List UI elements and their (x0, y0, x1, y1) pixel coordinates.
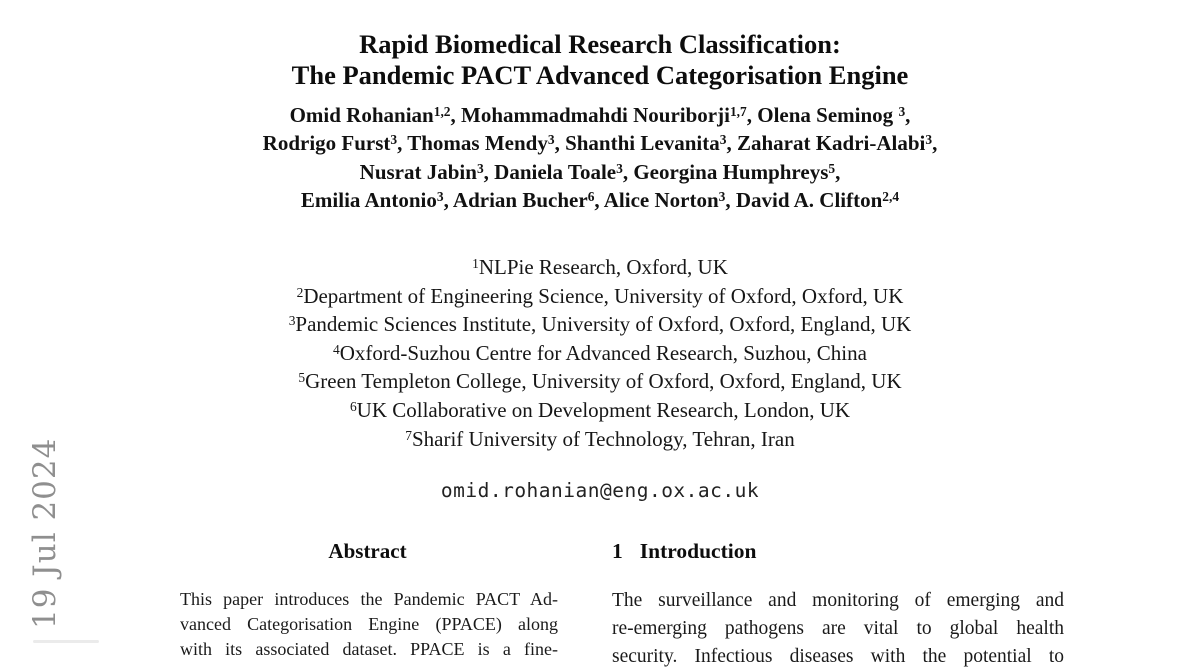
affiliation-line: $^6$UK Collaborative on Development Research, London, UK (349, 397, 851, 422)
author-line: Emilia Antonio$^3$, Adrian Bucher$^6$, Alice Norton$^3$, David A. Clifton$^{2,4}$ (300, 188, 900, 213)
abstract-column (160, 538, 575, 661)
paper-title (0, 29, 1200, 91)
arxiv-date-stamp: 19 Jul 2024 (27, 437, 63, 629)
superscript-marker: 6 (587, 189, 595, 205)
superscript-marker: 3 (718, 189, 726, 205)
section-title: Introduction (639, 539, 757, 563)
superscript-marker: 1,2 (433, 103, 451, 119)
affiliation-line: $^5$Green Templeton College, University of Oxford, Oxford, England, UK (298, 369, 902, 394)
abstract-text-line: with its associated dataset. PPACE is a fine- (180, 638, 558, 659)
abstract-text-line: This paper introduces the Pandemic PACT Ad- (180, 589, 558, 609)
superscript-marker: 5 (828, 160, 836, 176)
superscript-marker: 3 (719, 132, 727, 148)
superscript-marker: 3 (476, 160, 484, 176)
superscript-marker: 3 (898, 103, 906, 119)
introduction-column (612, 538, 1064, 670)
arxiv-stamp-cutoff-hint (33, 640, 99, 643)
affiliation-line: $^7$Sharif University of Technology, Tehran, Iran (405, 426, 795, 451)
superscript-marker: 2,4 (882, 189, 900, 205)
superscript-marker: 3 (390, 132, 398, 148)
paper-title-line2: The Pandemic PACT Advanced Categorisation Engine (291, 60, 909, 90)
affiliation-line: $^4$Oxford-Suzhou Centre for Advanced Research, Suzhou, China (333, 340, 867, 365)
abstract-heading: Abstract (328, 539, 407, 563)
affiliation-superscript: 2 (296, 284, 304, 300)
affiliation-line: $^1$NLPie Research, Oxford, UK (472, 255, 728, 279)
affiliation-superscript: 7 (405, 427, 412, 443)
authors-block (0, 101, 1200, 215)
superscript-marker: 3 (925, 132, 933, 148)
affiliation-line: $^3$Pandemic Sciences Institute, University of Oxford, Oxford, England, UK (288, 312, 912, 337)
affiliations-block (0, 253, 1200, 453)
introduction-text-line: re-emerging pathogens are vital to global health (612, 617, 1064, 639)
superscript-marker: 1,7 (729, 103, 747, 119)
abstract-text (160, 587, 575, 661)
affiliation-line: $^2$Department of Engineering Science, University of Oxford, Oxford, UK (296, 283, 904, 308)
superscript-marker: 3 (436, 189, 444, 205)
affiliation-superscript: 5 (298, 370, 306, 386)
introduction-text-line: security. Infectious diseases with the potential to (612, 645, 1064, 667)
affiliation-superscript: 1 (472, 255, 479, 271)
superscript-marker: 3 (547, 132, 555, 148)
section-number: 1 (612, 539, 623, 563)
affiliation-superscript: 6 (349, 398, 357, 414)
introduction-heading (612, 538, 1064, 565)
abstract-text-line: vanced Categorisation Engine (PPACE) along (180, 613, 558, 634)
introduction-text-line: The surveillance and monitoring of emerging and (612, 590, 1064, 611)
superscript-marker: 3 (616, 160, 623, 176)
affiliation-superscript: 3 (288, 313, 296, 329)
affiliation-superscript: 4 (333, 341, 340, 357)
author-line: Rodrigo Furst$^3$, Thomas Mendy$^3$, Shanthi Levanita$^3$, Zaharat Kadri-Alabi$^3$, (262, 131, 938, 156)
paper-title-line1: Rapid Biomedical Research Classification: (359, 29, 841, 59)
contact-email: omid.rohanian@eng.ox.ac.uk (440, 479, 760, 502)
author-line: Nusrat Jabin$^3$, Daniela Toale$^3$, Georgina Humphreys$^5$, (359, 159, 841, 184)
introduction-text (612, 587, 1064, 670)
author-line: Omid Rohanian$^{1,2}$, Mohammadmahdi Nouriborji$^{1,7}$, Olena Seminog $^3$, (289, 103, 911, 127)
